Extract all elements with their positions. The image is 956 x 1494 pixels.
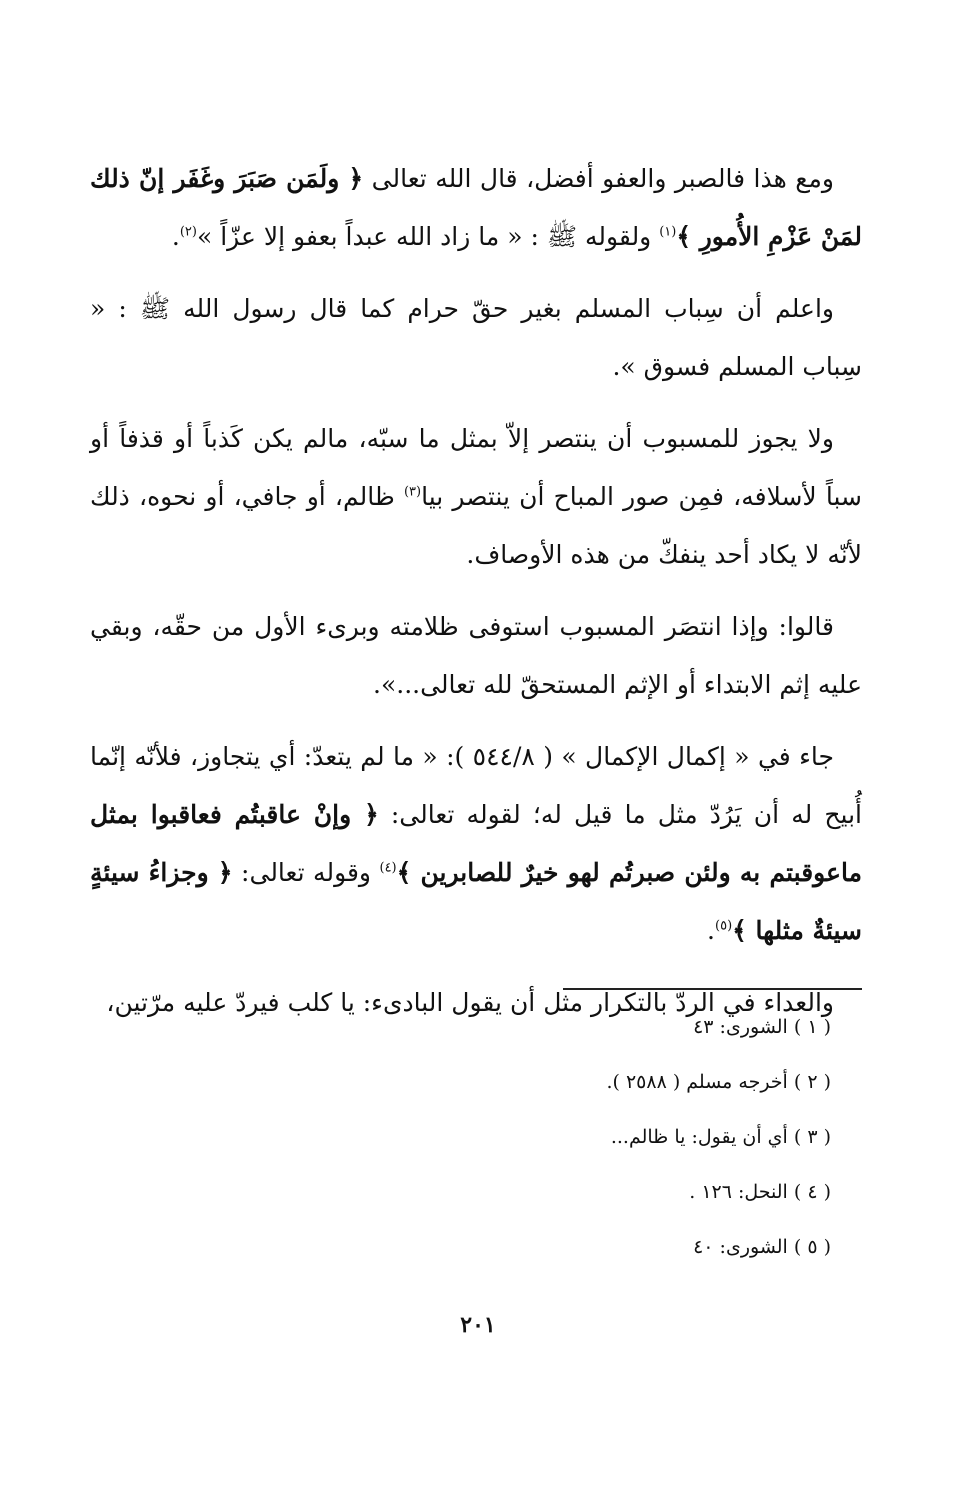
quran-verse-3: ﴿ وجزاءُ سيئةٍ سيئةٌ مثلها ﴾	[90, 858, 862, 945]
footnote-3: ( ٣ ) أي أن يقول: يا ظالم...	[610, 1126, 831, 1148]
paragraph-5-text-3: .	[707, 916, 715, 945]
footnotes	[411, 1000, 831, 1275]
quran-verse-2: ﴿ وإنْ عاقبتُم فعاقبوا بمثل ماعوقبتم به ولئن صبرتُم لهو خيرٌ للصابرين ﴾	[90, 800, 862, 887]
footnote-4: ( ٤ ) النحل: ١٢٦ .	[689, 1181, 831, 1203]
footnote-ref-1: (١)	[659, 224, 677, 240]
page-number: ٢٠١	[460, 1312, 496, 1338]
main-text	[90, 150, 862, 1046]
paragraph-4: قالوا: وإذا انتصَر المسبوب استوفى ظلامته وبرىء الأول من حقّه، وبقي عليه إثم الابتداء أو الإثم المستحقّ لله تعالى...».	[90, 612, 862, 699]
quran-verse-1: ﴿ ولَمَن صَبَرَ وغَفَر إنّ ذلك لمَنْ عَزْمِ الأُمورِ ﴾	[90, 164, 862, 251]
paragraph-3-text-2: ظالم، أو جافي، أو نحوه، ذلك لأنّه لا يكاد أحد ينفكّ من هذه الأوصاف.	[90, 482, 862, 569]
footnote-ref-5: (٥)	[715, 918, 733, 934]
paragraph-1-text-2: ولقوله ﷺ : « ما زاد الله عبداً بعفو إلا عزّاً »	[196, 222, 660, 251]
paragraph-1-text-1: ومع هذا فالصبر والعفو أفضل، قال الله تعالى	[363, 164, 834, 193]
paragraph-6: والعداء في الردّ بالتكرار مثل أن يقول البادىء: يا كلب فيردّ عليه مرّتين،	[106, 988, 834, 1017]
footnote-divider	[563, 988, 862, 990]
paragraph-5-text-2: وقوله تعالى:	[232, 858, 380, 887]
footnote-1: ( ١ ) الشورى: ٤٣	[693, 1016, 831, 1038]
paragraph-3-text-1: ولا يجوز للمسبوب أن ينتصر إلاّ بمثل ما سبّه، مالم يكن كَذباً أو قذفاً أو سباً لأسلافه، فمِن صور المباح أن ينتصر بيا	[90, 424, 862, 511]
paragraph-2: واعلم أن سِباب المسلم بغير حقّ حرام كما قال رسول الله ﷺ : « سِباب المسلم فسوق ».	[90, 294, 862, 381]
footnote-ref-4: (٤)	[379, 860, 397, 876]
paragraph-1	[90, 150, 862, 266]
footnote-ref-2: (٢)	[179, 224, 197, 240]
paragraph-1-text-3: .	[171, 222, 180, 251]
footnote-5: ( ٥ ) الشورى: ٤٠	[693, 1236, 831, 1258]
footnote-ref-3: (٣)	[403, 484, 422, 500]
paragraph-5	[90, 728, 862, 960]
paragraph-3	[90, 410, 862, 584]
footnote-2: ( ٢ ) أخرجه مسلم ( ٢٥٨٨ ).	[606, 1071, 831, 1093]
paragraph-5-text-1: جاء في « إكمال الإكمال » ( ٥٤٤/٨ ): « ما لم يتعدّ: أي يتجاوز، فلأنّه إنّما أُبيح له أن يَرُدّ مثل ما قيل له؛ لقوله تعالى:	[90, 742, 862, 829]
